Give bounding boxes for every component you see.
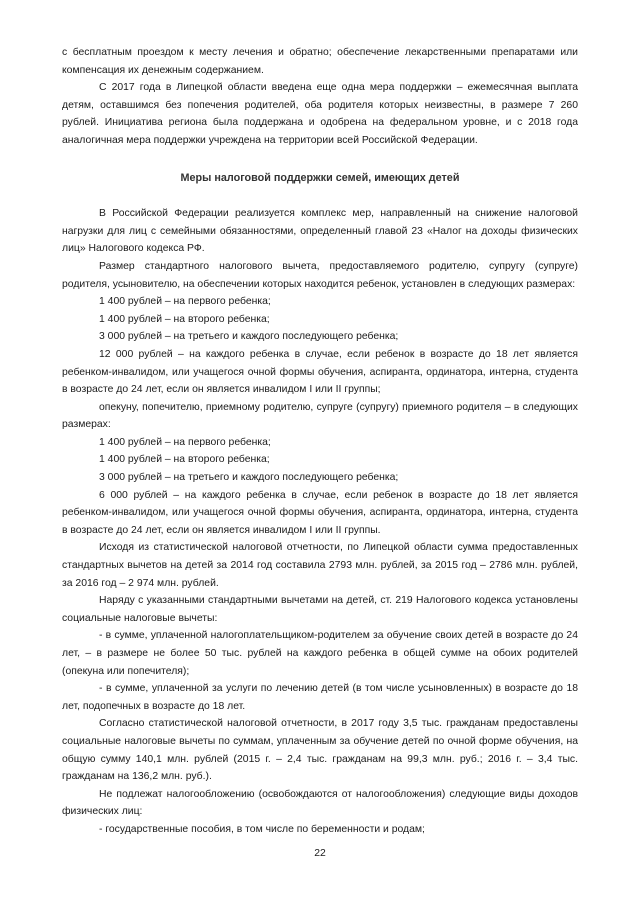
paragraph: Не подлежат налогообложению (освобождаются от налогообложения) следующие виды доходов физических лиц:	[62, 788, 578, 818]
list-item: - государственные пособия, в том числе по беременности и родам;	[99, 823, 425, 835]
paragraph: В Российской Федерации реализуется комплекс мер, направленный на снижение налоговой нагрузки для лиц с семейными обязанностями, определенный главой 23 «Налог на доходы физических лиц» Налогового кодекса РФ.	[62, 208, 578, 255]
list-item: 1 400 рублей – на второго ребенка;	[99, 313, 270, 325]
list-item: 1 400 рублей – на первого ребенка;	[99, 296, 271, 308]
paragraph: опекуну, попечителю, приемному родителю, супруге (супругу) приемного родителя – в следующих размерах:	[62, 401, 578, 431]
paragraph: Согласно статистической налоговой отчетности, в 2017 году 3,5 тыс. гражданам предоставлены социальные налоговые вычеты по суммам, уплаченным за обучение детей по очной форме обучения, на общую сумму 140,1 млн. рублей (2015 г. – 2,4 тыс. гражданам на 99,3 млн. руб.; 2016 г. – 3,4 тыс. гражданам на 136,2 млн. руб.).	[62, 718, 578, 783]
section-heading: Меры налоговой поддержки семей, имеющих детей	[180, 171, 460, 184]
list-item: 3 000 рублей – на третьего и каждого последующего ребенка;	[99, 472, 399, 484]
list-item: 12 000 рублей – на каждого ребенка в случае, если ребенок в возрасте до 18 лет является ребенком-инвалидом, или учащегося очной формы обучения, аспиранта, ординатора, интерна, студента в возрасте до 24 лет, если он является инвалидом I или II группы;	[62, 348, 578, 396]
document-page	[62, 44, 578, 839]
paragraph: Размер стандартного налогового вычета, предоставляемого родителю, супругу (супруге) родителя, усыновителю, на обеспечении которых находится ребенок, установлен в следующих размерах:	[62, 260, 578, 290]
list-item: - в сумме, уплаченной налогоплательщиком-родителем за обучение своих детей в возрасте до 24 лет, – в размере не более 50 тыс. рублей на каждого ребенка в общей сумме на обоих родителей (опекуна или попечителя);	[62, 630, 578, 677]
list-item: 1 400 рублей – на второго ребенка;	[99, 454, 270, 466]
page-number: 22	[314, 848, 326, 859]
paragraph-continuation: с бесплатным проездом к месту лечения и обратно; обеспечение лекарственными препаратами или компенсация их денежным содержанием.	[62, 47, 578, 76]
list-item: - в сумме, уплаченной за услуги по лечению детей (в том числе усыновленных) в возрасте до 18 лет, подопечных в возрасте до 18 лет.	[62, 683, 578, 712]
paragraph: Наряду с указанными стандартными вычетами на детей, ст. 219 Налогового кодекса установлены социальные налоговые вычеты:	[62, 595, 578, 624]
paragraph: Исходя из статистической налоговой отчетности, по Липецкой области сумма предоставленных стандартных вычетов на детей за 2014 год составила 2793 млн. рублей, за 2015 год – 2786 млн. рублей, за 2016 год – 2 974 млн. рублей.	[62, 542, 578, 589]
paragraph: С 2017 года в Липецкой области введена еще одна мера поддержки – ежемесячная выплата детям, оставшимся без попечения родителей, оба родителя которых неизвестны, в размере 7 260 рублей. Инициатива региона была поддержана и одобрена на федеральном уровне, и с 2018 года аналогичная мера поддержки учреждена на территории всей Российской Федерации.	[62, 82, 578, 146]
list-item: 1 400 рублей – на первого ребенка;	[99, 436, 271, 448]
list-item: 3 000 рублей – на третьего и каждого последующего ребенка;	[99, 331, 399, 343]
list-item: 6 000 рублей – на каждого ребенка в случае, если ребенок в возрасте до 18 лет является ребенком-инвалидом, или учащегося очной формы обучения, аспиранта, ординатора, интерна, студента в возрасте до 24 лет, если он является инвалидом I или II группы.	[62, 489, 578, 536]
